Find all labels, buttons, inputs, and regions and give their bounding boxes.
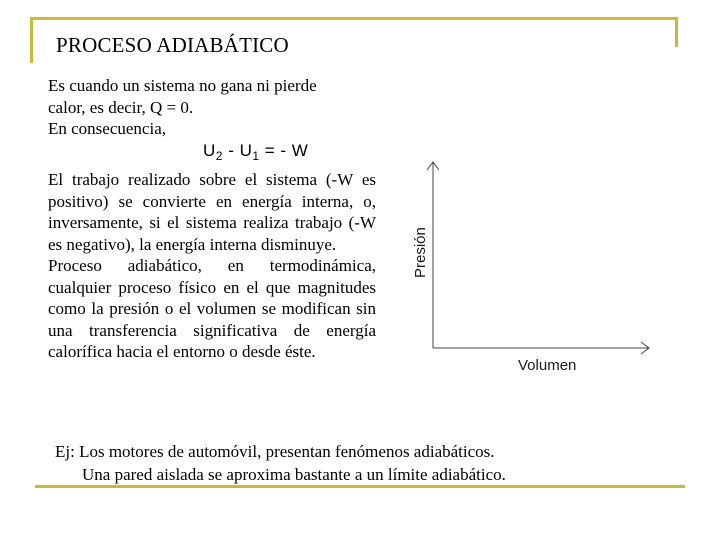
pv-axes-diagram [405, 150, 665, 390]
work-paragraph: El trabajo realizado sobre el sistema (-W es positivo) se convierte en energía interna, o, inversamente, si el sistema realiza trabajo (-W es negativo), la energía interna disminuye. [48, 170, 376, 254]
frame-left-rule [30, 17, 33, 63]
example-line-1: Ej: Los motores de automóvil, presentan fenómenos adiabáticos. [55, 442, 495, 461]
intro-line-3: En consecuencia, [48, 119, 166, 138]
x-axis-label: Volumen [518, 357, 577, 374]
intro-line-1: Es cuando un sistema no gana ni pierde [48, 76, 317, 95]
y-axis-label: Presión [412, 227, 429, 278]
energy-equation [203, 141, 308, 161]
definition-paragraph: Proceso adiabático, en termodinámica, cualquier proceso físico en el que magnitudes como la presión o el volumen se modifican sin una transferencia significativa de energía calorífica hacia el entorno o desde éste. [48, 256, 376, 361]
equation-subscript-2: 2 [215, 149, 223, 163]
examples-footer [55, 440, 506, 486]
example-line-2: Una pared aislada se aproxima bastante a un límite adiabático. [82, 465, 506, 484]
intro-line-2: calor, es decir, Q = 0. [48, 97, 194, 117]
equation-u-a: U [203, 141, 216, 160]
equation-subscript-1: 1 [252, 149, 260, 163]
body-paragraphs [48, 169, 376, 363]
intro-text [48, 75, 376, 140]
equation-minus: - [222, 141, 240, 160]
slide-title: PROCESO ADIABÁTICO [56, 33, 289, 57]
frame-right-rule [675, 17, 678, 47]
equation-rhs: = - W [259, 141, 309, 160]
frame-top-rule [30, 17, 678, 20]
equation-u-b: U [239, 141, 253, 160]
